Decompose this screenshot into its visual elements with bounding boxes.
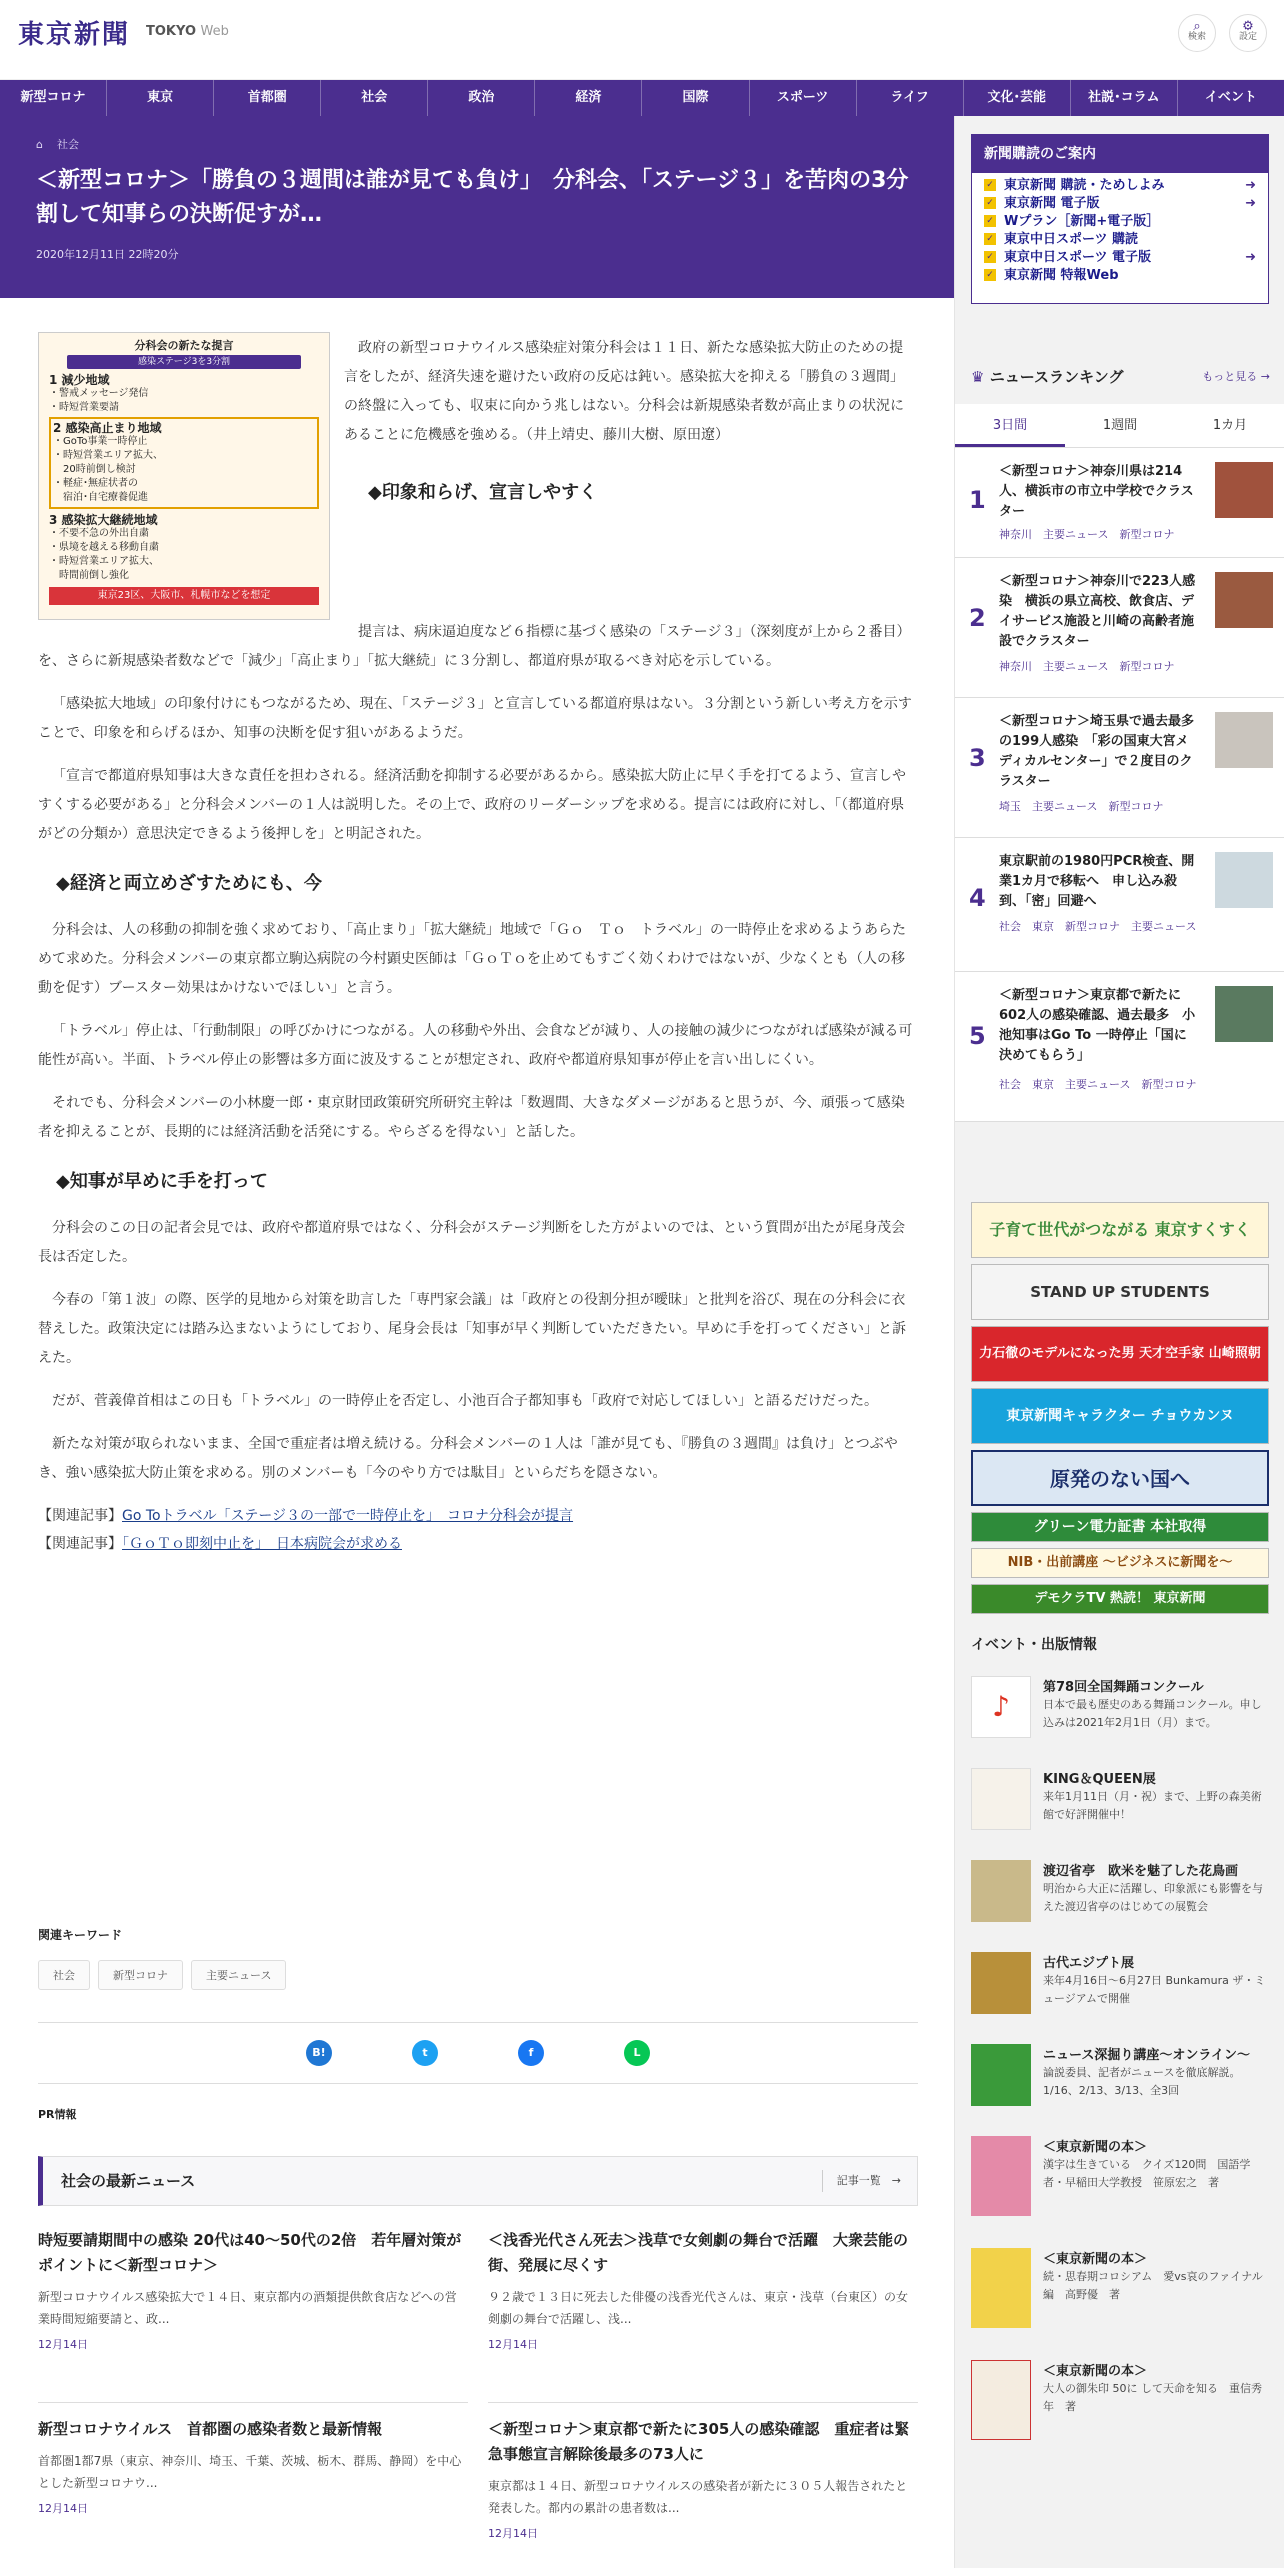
nav-item[interactable]: 社会 xyxy=(321,80,428,116)
rank-tags[interactable]: 社会 東京 新型コロナ 主要ニュース xyxy=(999,920,1197,933)
news-card[interactable] xyxy=(488,2228,918,2352)
event-item[interactable] xyxy=(971,1860,1271,1940)
pr-label: PR情報 xyxy=(38,2108,77,2121)
subscription-link[interactable]: ✓ 東京新聞 購読・ためしよみ ➜ xyxy=(984,177,1256,195)
paragraph: 「トラベル」停止は、「行動制限」の呼びかけにつながる。人の移動や外出、会食などが減り、人の接触の減少につながれば感染が減る可能性が高い。半面、トラベル停止の影響は多方面に波及することが想定され、政府や都道府県知事が停止を言い出しにくい。 xyxy=(38,1023,913,1068)
site-logo-sub: TOKYO Web xyxy=(146,24,229,39)
event-text: 続・思春期コロシアム 愛vs哀のファイナル編 高野優 著 xyxy=(1043,2270,1263,2301)
nav-item[interactable]: 文化･芸能 xyxy=(964,80,1071,116)
twitter-icon[interactable]: t xyxy=(412,2040,438,2066)
article-date: 2020年12月11日 22時20分 xyxy=(36,248,179,261)
nav-item[interactable]: スポーツ xyxy=(750,80,857,116)
latest-news-title: 社会の最新ニュース xyxy=(61,2172,196,2190)
banner-yamazaki[interactable]: 力石徹のモデルになった男 天才空手家 山崎照朝 xyxy=(971,1326,1269,1382)
ranking-item[interactable] xyxy=(955,838,1284,972)
news-excerpt: 東京都は１４日、新型コロナウイルスの感染者が新たに３０５人報告されたと発表した。都内の累計の患者数は... xyxy=(488,2479,908,2515)
figure-item: 宿泊･自宅療養促進 xyxy=(53,492,148,503)
figure-subtitle: 感染ステージ3を3分割 xyxy=(67,355,301,369)
banner-standup-students[interactable]: STAND UP STUDENTS xyxy=(971,1264,1269,1320)
ranking-tabs xyxy=(955,404,1284,448)
tab-1month[interactable]: 1カ月 xyxy=(1212,418,1248,433)
news-card[interactable] xyxy=(38,2402,468,2516)
rank-title[interactable]: ＜新型コロナ＞埼玉県で過去最多の199人感染 「彩の国東大宮メディカルセンター」で２度目のクラスター xyxy=(999,714,1195,789)
rank-thumbnail xyxy=(1215,852,1273,908)
subscription-link[interactable]: ✓ 東京中日スポーツ 電子版 ➜ xyxy=(984,249,1256,267)
news-date: 12月14日 xyxy=(488,2527,538,2540)
related-prefix: 【関連記事】 xyxy=(38,1536,122,1552)
subscription-box xyxy=(971,134,1269,304)
rank-number: 2 xyxy=(969,604,986,632)
event-title[interactable]: ニュース深掘り講座～オンライン～ xyxy=(1043,2048,1250,2063)
paragraph: 分科会のこの日の記者会見では、政府や都道府県ではなく、分科会がステージ判断をした方がよいのでは、という質問が出たが尾身茂会長は否定した。 xyxy=(38,1220,906,1265)
news-excerpt: 首都圏1都7県（東京、神奈川、埼玉、千葉、茨城、栃木、群馬、静岡）を中心とした新型コロナウ... xyxy=(38,2454,462,2490)
paragraph: 「宣言で都道府県知事は大きな責任を担わされる。経済活動を抑制する必要があるから。感染拡大防止に早く手を打てるよう、宣言しやすくする必要がある」と分科会メンバーの１人は説明した。その上で、政府のリーダーシップを求める。提言には政府に対し、「（都道府県がどの分類か）意思決定できるよう後押しを」と明記された。 xyxy=(38,768,906,842)
ranking-item[interactable] xyxy=(955,972,1284,1122)
event-item[interactable] xyxy=(971,1952,1271,2032)
rank-title[interactable]: ＜新型コロナ＞神奈川で223人感染 横浜の県立高校、飲食店、デイサービス施設と川崎の高齢者施設でクラスター xyxy=(999,574,1196,649)
news-title[interactable]: ＜浅香光代さん死去＞浅草で女剣劇の舞台で活躍 大衆芸能の街、発展に尽くす xyxy=(488,2231,909,2274)
latest-news-header xyxy=(38,2156,918,2206)
figure-item: ・警戒メッセージ発信 xyxy=(49,388,149,399)
figure-item: ・不要不急の外出自粛 xyxy=(49,528,149,539)
event-text: 日本で最も歴史のある舞踊コンクール。申し込みは2021年2月1日（月）まで。 xyxy=(1043,1698,1262,1729)
rank-title[interactable]: 東京駅前の1980円PCR検査、開業1カ月で移転へ 申し込み殺到、「密」回避へ xyxy=(999,854,1195,909)
events-title: イベント・出版情報 xyxy=(971,1637,1097,1653)
search-icon: ⌕ xyxy=(1193,19,1201,34)
article-title: ＜新型コロナ＞「勝負の３週間は誰が見ても負け」 分科会、「ステージ３」を苦肉の3分割して知事らの決断促すが… xyxy=(36,168,909,227)
event-title[interactable]: KING＆QUEEN展 xyxy=(1043,1772,1156,1787)
related-link[interactable]: 「ＧｏＴｏ即刻中止を」 日本病院会が求める xyxy=(122,1536,402,1552)
news-excerpt: 新型コロナウイルス感染拡大で１４日、東京都内の酒類提供飲食店などへの営業時間短縮要請と、政... xyxy=(38,2290,457,2326)
nav-item[interactable]: 社説･コラム xyxy=(1071,80,1178,116)
event-item[interactable] xyxy=(971,2136,1271,2216)
share-bar xyxy=(38,2022,918,2084)
event-title[interactable]: ＜東京新聞の本＞ xyxy=(1043,2364,1148,2379)
banner-genpatsu[interactable]: 原発のない国へ xyxy=(971,1450,1269,1506)
news-date: 12月14日 xyxy=(38,2502,88,2515)
rank-thumbnail xyxy=(1215,462,1273,518)
event-thumbnail xyxy=(971,1952,1031,2014)
paragraph: だが、菅義偉首相はこの日も「トラベル」の一時停止を否定し、小池百合子都知事も「政府で対応してほしい」と語るだけだった。 xyxy=(52,1393,878,1409)
keyword-tag[interactable]: 社会 xyxy=(38,1960,90,1990)
event-thumbnail xyxy=(971,1768,1031,1830)
paragraph: 分科会は、人の移動の抑制を強く求めており、「高止まり」「拡大継続」地域で「Ｇｏ Ｔｏ トラベル」の一時停止を求めるようあらためて求めた。分科会メンバーの東京都立駒込病院の今村顕史医師は「ＧｏＴｏを止めてもすごく効くわけではないが、少なくとも（人の移動を促す）ブースター効果はかけないでほしい」と言う。 xyxy=(38,922,906,996)
arrow-icon: ➜ xyxy=(1245,196,1256,211)
section-heading: ◆知事が早めに手を打って xyxy=(56,1171,268,1192)
rank-tags[interactable]: 神奈川 主要ニュース 新型コロナ xyxy=(999,528,1175,541)
hatena-bookmark-icon[interactable]: B! xyxy=(306,2040,332,2066)
article-text xyxy=(38,618,918,1558)
news-title[interactable]: ＜新型コロナ＞東京都で新たに305人の感染確認 重症者は緊急事態宣言解除後最多の73人に xyxy=(488,2420,910,2463)
subscription-link[interactable]: ✓ 東京新聞 特報Web xyxy=(984,267,1256,285)
subscription-title: 新聞購読のご案内 xyxy=(972,135,1268,173)
figure-stage3: 3 感染拡大継続地域 xyxy=(49,513,158,527)
news-card[interactable] xyxy=(38,2228,468,2352)
figure-item: ・県境を越える移動自粛 xyxy=(49,542,159,553)
line-icon[interactable]: L xyxy=(624,2040,650,2066)
ranking-item[interactable] xyxy=(955,698,1284,838)
news-title[interactable]: 時短要請期間中の感染 20代は40～50代の2倍 若年層対策がポイントに＜新型コロナ＞ xyxy=(38,2231,462,2274)
home-icon[interactable]: ⌂ xyxy=(36,138,43,151)
ranking-item[interactable] xyxy=(955,448,1284,558)
latest-news-grid xyxy=(38,2228,918,2568)
breadcrumb-item[interactable]: 社会 xyxy=(56,138,79,151)
news-date: 12月14日 xyxy=(38,2338,88,2351)
article-header xyxy=(0,116,954,298)
site-header xyxy=(0,0,1284,80)
main-nav xyxy=(0,80,1284,116)
event-title[interactable]: ＜東京新聞の本＞ xyxy=(1043,2252,1148,2267)
event-thumbnail xyxy=(971,2044,1031,2106)
rank-number: 3 xyxy=(969,744,986,772)
rank-thumbnail xyxy=(1215,986,1273,1042)
keyword-tag[interactable]: 主要ニュース xyxy=(191,1960,286,1990)
settings-button[interactable]: ⚙ 設定 xyxy=(1229,14,1267,52)
event-text: 大人の御朱印 50に して天命を知る 重信秀年 著 xyxy=(1043,2382,1262,2413)
event-item[interactable] xyxy=(971,1768,1271,1848)
ranking-title: ♛ ニュースランキング xyxy=(971,368,1124,386)
keywords-label: 関連キーワード xyxy=(38,1928,123,1942)
news-date: 12月14日 xyxy=(488,2338,538,2351)
gear-icon: ⚙ xyxy=(1242,19,1254,34)
paragraph: 「感染拡大地域」の印象付けにもつながるため、現在、「ステージ３」と宣言している都道府県はない。３分割という新しい考え方を示すことで、印象を和らげるほか、知事の決断を促す狙いがあるようだ。 xyxy=(38,696,912,741)
rank-thumbnail xyxy=(1215,712,1273,768)
banner-sukusuku[interactable]: 子育て世代がつながる 東京すくすく xyxy=(971,1202,1269,1258)
paragraph: 新たな対策が取られないまま、全国で重症者は増え続ける。分科会メンバーの１人は「誰が見ても、『勝負の３週間』は負け」とつぶやき、強い感染拡大防止策を求める。別のメンバーも「今のやり方では駄目」といらだちを隠さない。 xyxy=(38,1436,898,1481)
ranking-item[interactable] xyxy=(955,558,1284,698)
figure-item: 20時前倒し検討 xyxy=(53,464,136,475)
figure-item: ・時短営業エリア拡大、 xyxy=(49,556,159,567)
event-title[interactable]: 第78回全国舞踊コンクール xyxy=(1043,1680,1204,1695)
rank-tags[interactable]: 社会 東京 主要ニュース 新型コロナ xyxy=(999,1078,1197,1091)
event-item[interactable] xyxy=(971,2248,1271,2328)
news-card[interactable] xyxy=(488,2402,918,2541)
banner-democra-tv[interactable]: デモクラTV 熱読！ 東京新聞 xyxy=(971,1584,1269,1614)
figure-item: 時間前倒し強化 xyxy=(49,570,129,581)
figure-item: ・軽症･無症状者の xyxy=(53,478,138,489)
crown-icon: ♛ xyxy=(971,368,985,386)
figure-note: 東京23区、大阪市、札幌市などを想定 xyxy=(49,587,319,605)
rank-tags[interactable]: 埼玉 主要ニュース 新型コロナ xyxy=(999,800,1164,813)
event-text: 明治から大正に活躍し、印象派にも影響を与えた渡辺省亭のはじめての展覧会 xyxy=(1043,1882,1263,1913)
figure-item: ・時短営業要請 xyxy=(49,402,119,413)
ranking-more-link[interactable]: もっと見る → xyxy=(1202,370,1270,383)
event-thumbnail xyxy=(971,2248,1031,2328)
event-thumbnail xyxy=(971,1860,1031,1922)
related-prefix: 【関連記事】 xyxy=(38,1508,122,1524)
nav-item[interactable]: 新型コロナ xyxy=(0,80,107,116)
tab-1week[interactable]: 1週間 xyxy=(1102,418,1138,433)
keyword-list xyxy=(38,1960,286,1990)
event-text: 論説委員、記者がニュースを徹底解説。1/16、2/13、3/13、全3回 xyxy=(1043,2066,1241,2097)
tab-3days[interactable]: 3日間 xyxy=(955,404,1065,447)
sidebar xyxy=(954,116,1284,2568)
site-logo[interactable]: 東京新聞 xyxy=(18,20,131,50)
event-text: 来年4月16日～6月27日 Bunkamura ザ・ミュージアムで開催 xyxy=(1043,1974,1266,2005)
rank-thumbnail xyxy=(1215,572,1273,628)
paragraph: 提言は、病床逼迫度など６指標に基づく感染の「ステージ３」（深刻度が上から２番目）を、さらに新規感染者数などで「減少」「高止まり」「拡大継続」に３分割し、都道府県が取るべき対応を示している。 xyxy=(38,624,911,669)
event-text: 漢字は生きている クイズ120問 国語学者・早稲田大学教授 笹原宏之 著 xyxy=(1043,2158,1251,2189)
arrow-icon: ➜ xyxy=(1245,178,1256,193)
article-figure[interactable] xyxy=(38,332,330,620)
nav-item[interactable]: 政治 xyxy=(428,80,535,116)
event-title[interactable]: ＜東京新聞の本＞ xyxy=(1043,2140,1148,2155)
breadcrumb xyxy=(36,136,918,152)
paragraph: それでも、分科会メンバーの小林慶一郎・東京財団政策研究所研究主幹は「数週間、大きなダメージがあると思うが、今、頑張って感染者を抑えることが、長期的には経済活動を活発にする。やらざるを得ない」と話した。 xyxy=(38,1095,905,1140)
related-articles xyxy=(38,1502,918,1558)
figure-item: ・時短営業エリア拡大、 xyxy=(53,450,163,461)
rank-tags[interactable]: 神奈川 主要ニュース 新型コロナ xyxy=(999,660,1175,673)
banner-green-power[interactable]: グリーン電力証書 本社取得 xyxy=(971,1512,1269,1542)
nav-item[interactable]: 経済 xyxy=(535,80,642,116)
event-thumbnail xyxy=(971,2136,1031,2216)
rank-title[interactable]: ＜新型コロナ＞神奈川県は214人、横浜市の市立中学校でクラスター xyxy=(999,464,1194,519)
rank-number: 4 xyxy=(969,884,986,912)
arrow-icon: ➜ xyxy=(1245,250,1256,265)
section-heading: ◆経済と両立めざすためにも、今 xyxy=(56,873,322,894)
figure-stage2-box xyxy=(49,417,319,509)
facebook-icon[interactable]: f xyxy=(518,2040,544,2066)
news-excerpt: ９２歳で１３日に死去した俳優の浅香光代さんは、東京・浅草（台東区）の女剣劇の舞台で活躍し、浅... xyxy=(488,2290,909,2326)
section-heading: ◆印象和らげ、宣言しやすく xyxy=(368,482,598,503)
nav-item[interactable]: 国際 xyxy=(642,80,749,116)
keyword-tag[interactable]: 新型コロナ xyxy=(98,1960,183,1990)
figure-stage1: 1 減少地域 xyxy=(49,373,110,387)
subscription-link[interactable]: ✓ Wプラン［新聞+電子版］ xyxy=(984,213,1256,231)
event-item[interactable] xyxy=(971,1676,1271,1756)
event-title[interactable]: 古代エジプト展 xyxy=(1043,1956,1135,1971)
figure-item: ・GoTo事業一時停止 xyxy=(53,436,148,447)
nav-item[interactable]: ライフ xyxy=(857,80,964,116)
figure-title: 分科会の新たな提言 xyxy=(134,339,234,352)
latest-news-more-link[interactable]: 記事一覧 → xyxy=(822,2170,901,2192)
paragraph: 今春の「第１波」の際、医学的見地から対策を助言した「専門家会議」は「政府との役割分担が曖昧」と批判を浴び、現在の分科会に衣替えした。政策決定には踏み込まないようにしており、尾身会長は「知事が早く判断していただきたい。早めに手を打ってください」と訴えた。 xyxy=(38,1292,906,1366)
event-thumbnail: ♪ xyxy=(971,1676,1031,1738)
subscription-link[interactable]: ✓ 東京新聞 電子版 ➜ xyxy=(984,195,1256,213)
rank-title[interactable]: ＜新型コロナ＞東京都で新たに602人の感染確認、過去最多 小池知事はGo To 一時停止「国に決めてもらう」 xyxy=(999,988,1196,1063)
nav-item[interactable]: 首都圏 xyxy=(214,80,321,116)
lead-paragraph: 政府の新型コロナウイルス感染症対策分科会は１１日、新たな感染拡大防止のための提言をしたが、経済失速を避けたい政府の反応は鈍い。感染拡大を抑える「勝負の３週間」の終盤に入っても、収束に向かう兆しはない。分科会は新規感染者数が高止まりの状況にあることに危機感を強める。（井上靖史、藤川大樹、原田遼） xyxy=(344,340,904,443)
subscription-link[interactable]: ✓ 東京中日スポーツ 購読 xyxy=(984,231,1256,249)
event-item[interactable] xyxy=(971,2360,1271,2440)
search-button[interactable]: ⌕ 検索 xyxy=(1178,14,1216,52)
rank-number: 5 xyxy=(969,1022,986,1050)
event-thumbnail xyxy=(971,2360,1031,2440)
news-title[interactable]: 新型コロナウイルス 首都圏の感染者数と最新情報 xyxy=(38,2420,383,2438)
nav-item[interactable]: 東京 xyxy=(107,80,214,116)
event-item[interactable] xyxy=(971,2044,1271,2124)
figure-stage2: 2 感染高止まり地域 xyxy=(53,421,162,435)
rank-number: 1 xyxy=(969,486,986,514)
related-link[interactable]: Go Toトラベル「ステージ３の一部で一時停止を」 コロナ分科会が提言 xyxy=(122,1508,574,1524)
event-text: 来年1月11日（月・祝）まで、上野の森美術館で好評開催中！ xyxy=(1043,1790,1262,1821)
nav-item[interactable]: イベント xyxy=(1204,90,1257,105)
banner-choukanne[interactable]: 東京新聞キャラクター チョウカンヌ xyxy=(971,1388,1269,1444)
event-title[interactable]: 渡辺省亭 欧米を魅了した花鳥画 xyxy=(1043,1864,1239,1879)
article-lead xyxy=(344,334,904,507)
banner-nib[interactable]: NIB・出前講座 ～ビジネスに新聞を～ xyxy=(971,1548,1269,1578)
